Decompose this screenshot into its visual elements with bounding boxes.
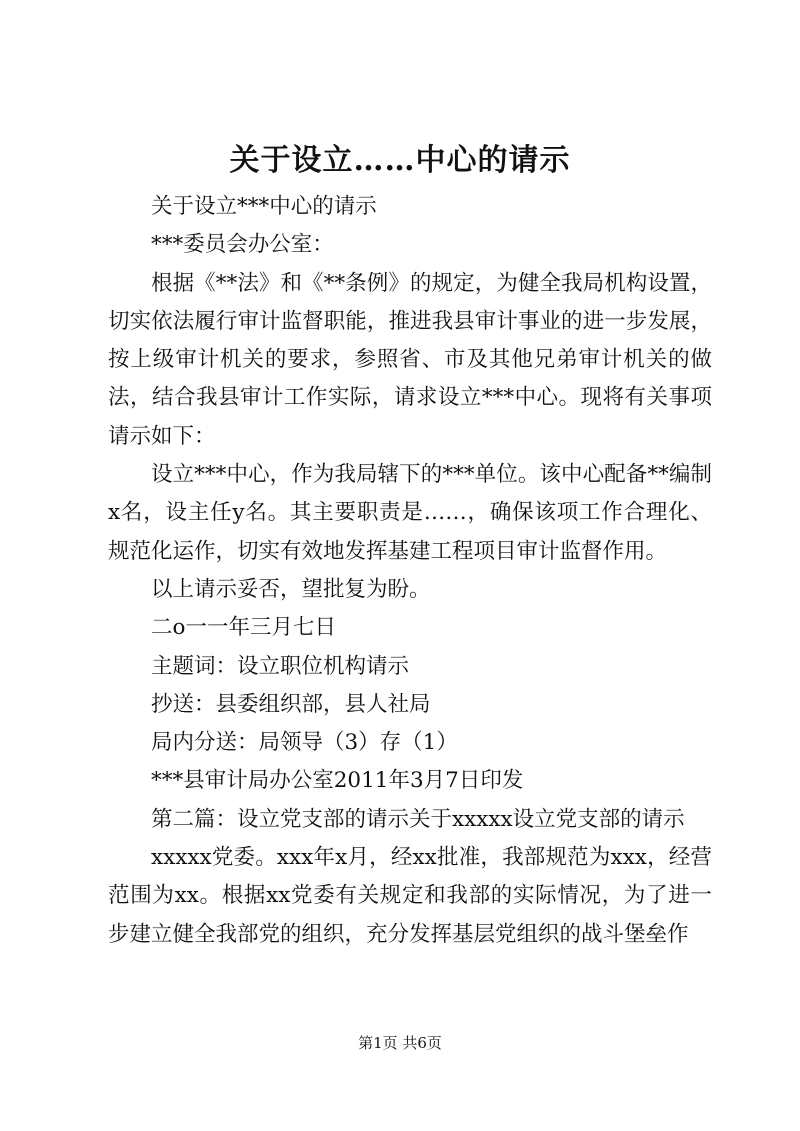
paragraph: 根据《**法》和《**条例》的规定，为健全我局机构设置，切实依法履行审计监督职能，推进我县审计事业的进一步发展，按上级审计机关的要求，参照省、市及其他兄弟审计机关的做法，结合我县审计工作实际，请求设立***中心。现将有关事项请示如下： [108, 270, 712, 449]
page-number: 第1页 共6页 [358, 1034, 442, 1052]
paragraph: 抄送：县委组织部，县人社局 [151, 691, 431, 717]
paragraph: ***委员会办公室： [151, 232, 334, 258]
paragraph: 关于设立***中心的请示 [151, 194, 377, 219]
document-body [108, 188, 712, 954]
document-title: 关于设立……中心的请示 [229, 143, 571, 178]
paragraph: 第二篇：设立党支部的请示关于xxxxx设立党支部的请示 [151, 806, 685, 832]
paragraph: 以上请示妥否，望批复为盼。 [151, 576, 431, 602]
paragraph: 局内分送：局领导（3）存（1） [151, 730, 458, 756]
paragraph: 设立***中心，作为我局辖下的***单位。该中心配备**编制x名，设主任y名。其主要职责是……，确保该项工作合理化、规范化运作，切实有效地发挥基建工程项目审计监督作用。 [108, 462, 712, 564]
paragraph: xxxxx党委。xxx年x月，经xx批准，我部规范为xxx，经营范围为xx。根据xx党委有关规定和我部的实际情况，为了进一步建立健全我部党的组织，充分发挥基层党组织的战斗堡垒作 [108, 845, 712, 947]
paragraph: 主题词：设立职位机构请示 [151, 653, 410, 679]
paragraph: 二o一一年三月七日 [151, 615, 336, 641]
paragraph: ***县审计局办公室2011年3月7日印发 [151, 768, 524, 794]
